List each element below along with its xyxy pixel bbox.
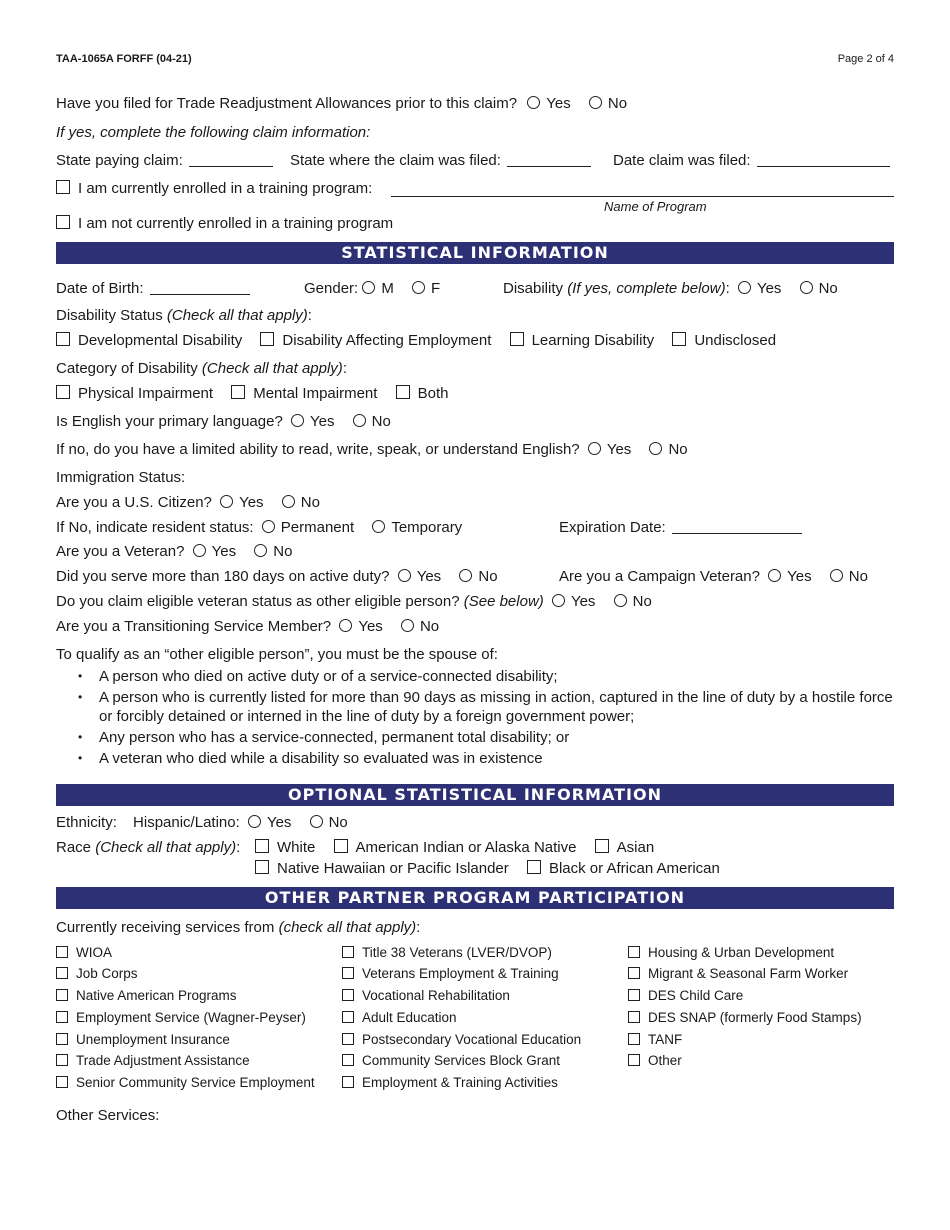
yes-label: Yes (546, 95, 571, 112)
native-hawaiian-checkbox[interactable] (255, 860, 269, 874)
list-item (56, 988, 237, 1003)
no-label: No (478, 568, 498, 585)
american-indian-checkbox[interactable] (334, 839, 348, 853)
veteran-no-radio[interactable] (254, 544, 267, 557)
resident-status-row (56, 519, 462, 536)
list-item (342, 1075, 558, 1090)
race-heading: Race (Check all that apply): (56, 839, 241, 856)
list-item (342, 966, 559, 981)
black-label: Black or African American (548, 860, 720, 877)
physical-impairment-checkbox[interactable] (56, 385, 70, 399)
state-filed-label: State where the claim was filed: (290, 152, 501, 169)
state-filed-row (290, 152, 591, 169)
eligible-row (56, 593, 652, 610)
date-filed-label: Date claim was filed: (613, 152, 751, 169)
check-all-note: (Check all that apply) (95, 839, 237, 856)
state-filed-field[interactable] (507, 166, 591, 167)
trade-filed-question: Have you filed for Trade Readjustment Allowances prior to this claim? (56, 95, 518, 112)
list-item: • A veteran who died while a disability so evaluated was in existence (78, 749, 894, 768)
category-heading: Category of Disability (Check all that apply): (56, 360, 347, 377)
yes-label: Yes (570, 593, 596, 610)
list-item (342, 945, 552, 960)
disability-status-options (56, 332, 776, 349)
other-checkbox[interactable] (628, 1054, 640, 1066)
both-label: Both (417, 385, 449, 402)
receiving-heading: Currently receiving services from (check all that apply): (56, 919, 421, 936)
yes-label: Yes (416, 568, 442, 585)
list-item (342, 988, 510, 1003)
no-label: No (300, 494, 320, 511)
list-item (342, 1010, 457, 1025)
qualify-list (78, 667, 894, 770)
limited-english-no-radio[interactable] (649, 442, 662, 455)
active-duty-no-radio[interactable] (459, 569, 472, 582)
item-label: Migrant & Seasonal Farm Worker (648, 966, 849, 981)
not-enrolled-checkbox[interactable] (56, 215, 70, 229)
no-label: No (848, 568, 868, 585)
trade-filed-no-radio[interactable] (589, 96, 602, 109)
transitioning-no-radio[interactable] (401, 619, 414, 632)
yes-label: Yes (358, 618, 383, 635)
limited-english-question: If no, do you have a limited ability to read, write, speak, or understand English? (56, 441, 580, 458)
not-enrolled-label: I am not currently enrolled in a training program (78, 215, 394, 232)
no-label: No (668, 441, 688, 458)
temporary-label: Temporary (391, 519, 463, 536)
ethnicity-row (56, 814, 348, 831)
list-item (342, 1053, 560, 1068)
senior-community-checkbox[interactable] (56, 1076, 68, 1088)
item-label: Housing & Urban Development (648, 945, 835, 960)
white-checkbox[interactable] (255, 839, 269, 853)
citizen-no-radio[interactable] (282, 495, 295, 508)
program-name-field[interactable] (391, 196, 894, 197)
native-american-programs-checkbox[interactable] (56, 989, 68, 1001)
adult-education-checkbox[interactable] (342, 1011, 354, 1023)
unemployment-insurance-checkbox[interactable] (56, 1033, 68, 1045)
developmental-disability-checkbox[interactable] (56, 332, 70, 346)
transitioning-question: Are you a Transitioning Service Member? (56, 618, 332, 635)
migrant-checkbox[interactable] (628, 967, 640, 979)
hispanic-no-radio[interactable] (310, 815, 323, 828)
if-yes-instruction: If yes, complete the following claim information: (56, 124, 371, 141)
list-item (628, 1053, 682, 1068)
job-corps-checkbox[interactable] (56, 967, 68, 979)
state-paying-field[interactable] (189, 166, 273, 167)
item-label: Title 38 Veterans (LVER/DVOP) (362, 945, 552, 960)
list-item: • A person who died on active duty or of a service-connected disability; (78, 667, 894, 686)
resident-status-label: If No, indicate resident status: (56, 519, 254, 536)
list-item (56, 1032, 230, 1047)
english-primary-row (56, 413, 391, 430)
date-filed-row (613, 152, 890, 169)
category-options (56, 385, 448, 402)
no-label: No (328, 814, 348, 831)
limited-english-yes-radio[interactable] (588, 442, 601, 455)
transitioning-row (56, 618, 439, 635)
learning-disability-label: Learning Disability (531, 332, 655, 349)
item-label: DES SNAP (formerly Food Stamps) (648, 1010, 862, 1025)
list-item (56, 1053, 250, 1068)
item-label: Community Services Block Grant (362, 1053, 561, 1068)
disability-status-heading: Disability Status (Check all that apply): (56, 307, 312, 324)
list-item (56, 1010, 306, 1025)
list-item: • Any person who has a service-connected, permanent total disability; or (78, 728, 894, 747)
english-yes-radio[interactable] (291, 414, 304, 427)
see-below-note: (See below) (463, 593, 544, 610)
f-label: F (431, 280, 441, 297)
gender-m-radio[interactable] (362, 281, 375, 294)
list-item (56, 1075, 315, 1090)
item-label: Native American Programs (76, 988, 237, 1003)
list-item (628, 966, 848, 981)
immigration-heading: Immigration Status: (56, 469, 186, 486)
campaign-yes-radio[interactable] (768, 569, 781, 582)
native-hawaiian-label: Native Hawaiian or Pacific Islander (277, 860, 509, 877)
limited-english-row (56, 441, 688, 458)
disability-no-radio[interactable] (800, 281, 813, 294)
affecting-employment-label: Disability Affecting Employment (282, 332, 492, 349)
title38-checkbox[interactable] (342, 946, 354, 958)
asian-label: Asian (616, 839, 655, 856)
state-paying-label: State paying claim: (56, 152, 183, 169)
affecting-employment-checkbox[interactable] (260, 332, 274, 346)
temporary-radio[interactable] (372, 520, 385, 533)
list-item (56, 945, 112, 960)
eligible-question: Do you claim eligible veteran status as other eligible person? (56, 593, 460, 610)
yes-label: Yes (756, 280, 782, 297)
item-label: Job Corps (76, 966, 138, 981)
no-label: No (419, 618, 440, 635)
list-item (628, 945, 834, 960)
gender-f-radio[interactable] (412, 281, 425, 294)
list-item (342, 1032, 581, 1047)
item-label: Unemployment Insurance (76, 1032, 230, 1047)
learning-disability-checkbox[interactable] (510, 332, 524, 346)
veterans-employment-checkbox[interactable] (342, 967, 354, 979)
campaign-question: Are you a Campaign Veteran? (559, 568, 760, 585)
permanent-radio[interactable] (262, 520, 275, 533)
qualify-intro: To qualify as an “other eligible person”, you must be the spouse of: (56, 646, 498, 663)
list-item (56, 966, 138, 981)
mental-impairment-label: Mental Impairment (253, 385, 378, 402)
receiving-label: Currently receiving services from (56, 919, 275, 936)
asian-checkbox[interactable] (595, 839, 609, 853)
gender-row (304, 280, 440, 297)
both-checkbox[interactable] (396, 385, 410, 399)
black-checkbox[interactable] (527, 860, 541, 874)
dob-row (56, 280, 250, 297)
no-label: No (632, 593, 652, 610)
name-of-program-caption: Name of Program (604, 199, 707, 214)
m-label: M (381, 280, 394, 297)
citizen-row (56, 494, 320, 511)
enrolled-row (56, 180, 372, 197)
employment-training-checkbox[interactable] (342, 1076, 354, 1088)
campaign-row (559, 568, 868, 585)
vocational-rehab-checkbox[interactable] (342, 989, 354, 1001)
item-label: Trade Adjustment Assistance (76, 1053, 250, 1068)
section-statistical: STATISTICAL INFORMATION (56, 242, 894, 264)
section-partner: OTHER PARTNER PROGRAM PARTICIPATION (56, 887, 894, 909)
white-label: White (277, 839, 316, 856)
campaign-no-radio[interactable] (830, 569, 843, 582)
permanent-label: Permanent (280, 519, 355, 536)
no-label: No (371, 413, 391, 430)
veteran-yes-radio[interactable] (193, 544, 206, 557)
no-label: No (818, 280, 838, 297)
not-enrolled-row (56, 215, 393, 232)
category-label: Category of Disability (56, 360, 198, 377)
state-paying-row (56, 152, 273, 169)
english-primary-question: Is English your primary language? (56, 413, 283, 430)
check-all-note: (Check all that apply) (166, 307, 308, 324)
dob-label: Date of Birth: (56, 280, 144, 297)
disability-status-label: Disability Status (56, 307, 163, 324)
american-indian-label: American Indian or Alaska Native (355, 839, 577, 856)
postsecondary-checkbox[interactable] (342, 1033, 354, 1045)
undisclosed-checkbox[interactable] (672, 332, 686, 346)
item-label: Adult Education (362, 1010, 457, 1025)
yes-label: Yes (309, 413, 335, 430)
disability-note: (If yes, complete below) (567, 280, 726, 297)
gender-label: Gender: (304, 280, 359, 297)
no-label: No (607, 95, 628, 112)
hispanic-label: Hispanic/Latino: (133, 814, 240, 831)
list-item: • A person who is currently listed for more than 90 days as missing in action, captured in the line of duty by a hostile force or forcibly detained or interned in the line of duty by a foreign government power; (78, 688, 894, 726)
list-item (628, 1032, 682, 1047)
list-item (628, 1010, 862, 1025)
item-label: Other (648, 1053, 682, 1068)
race-options-row2 (255, 860, 720, 877)
veteran-question: Are you a Veteran? (56, 543, 185, 560)
tanf-checkbox[interactable] (628, 1033, 640, 1045)
citizen-yes-radio[interactable] (220, 495, 233, 508)
item-label: Employment & Training Activities (362, 1075, 558, 1090)
eligible-no-radio[interactable] (614, 594, 627, 607)
disability-row: Disability (If yes, complete below): Yes No (503, 280, 838, 297)
employment-service-checkbox[interactable] (56, 1011, 68, 1023)
expiration-row (559, 519, 802, 536)
trade-filed-yes-radio[interactable] (527, 96, 540, 109)
des-snap-checkbox[interactable] (628, 1011, 640, 1023)
race-label: Race (56, 839, 92, 856)
expiration-label: Expiration Date: (559, 519, 666, 536)
item-label: Vocational Rehabilitation (362, 988, 510, 1003)
disability-label: Disability (503, 280, 564, 297)
form-id: TAA-1065A FORFF (04-21) (56, 53, 192, 65)
item-label: DES Child Care (648, 988, 744, 1003)
hispanic-yes-radio[interactable] (248, 815, 261, 828)
yes-label: Yes (266, 814, 292, 831)
expiration-field[interactable] (672, 533, 802, 534)
csbg-checkbox[interactable] (342, 1054, 354, 1066)
undisclosed-label: Undisclosed (694, 332, 777, 349)
veteran-row (56, 543, 292, 560)
active-duty-question: Did you serve more than 180 days on active duty? (56, 568, 390, 585)
page-number: Page 2 of 4 (837, 53, 894, 65)
mental-impairment-checkbox[interactable] (231, 385, 245, 399)
active-duty-yes-radio[interactable] (398, 569, 411, 582)
des-child-care-checkbox[interactable] (628, 989, 640, 1001)
developmental-disability-label: Developmental Disability (78, 332, 243, 349)
disability-yes-radio[interactable] (738, 281, 751, 294)
item-label: Employment Service (Wagner-Peyser) (76, 1010, 306, 1025)
check-all-note: (Check all that apply) (201, 360, 343, 377)
check-all-note: (check all that apply) (278, 919, 417, 936)
yes-label: Yes (606, 441, 632, 458)
yes-label: Yes (787, 568, 812, 585)
enrolled-label: I am currently enrolled in a training program: (78, 180, 373, 197)
dob-field[interactable] (150, 294, 250, 295)
transitioning-yes-radio[interactable] (339, 619, 352, 632)
section-optional: OPTIONAL STATISTICAL INFORMATION (56, 784, 894, 806)
eligible-yes-radio[interactable] (552, 594, 565, 607)
item-label: Senior Community Service Employment (76, 1075, 315, 1090)
enrolled-checkbox[interactable] (56, 180, 70, 194)
date-filed-field[interactable] (757, 166, 890, 167)
citizen-question: Are you a U.S. Citizen? (56, 494, 212, 511)
trade-adjustment-checkbox[interactable] (56, 1054, 68, 1066)
item-label: WIOA (76, 945, 112, 960)
trade-filed-row (56, 95, 627, 112)
item-label: TANF (648, 1032, 683, 1047)
yes-label: Yes (239, 494, 264, 511)
physical-impairment-label: Physical Impairment (78, 385, 214, 402)
wioa-checkbox[interactable] (56, 946, 68, 958)
list-item (628, 988, 743, 1003)
active-duty-row (56, 568, 498, 585)
ethnicity-label: Ethnicity: (56, 814, 117, 831)
race-options-row1 (255, 839, 654, 856)
no-label: No (273, 543, 293, 560)
other-services-label: Other Services: (56, 1107, 160, 1124)
item-label: Veterans Employment & Training (362, 966, 559, 981)
item-label: Postsecondary Vocational Education (362, 1032, 582, 1047)
english-no-radio[interactable] (353, 414, 366, 427)
hud-checkbox[interactable] (628, 946, 640, 958)
yes-label: Yes (211, 543, 237, 560)
